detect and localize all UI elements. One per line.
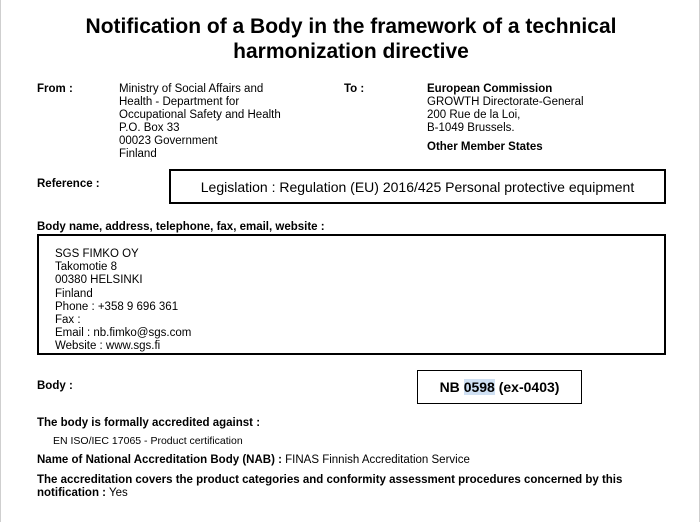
from-label: From : (37, 83, 73, 95)
nb-suffix: (ex-0403) (494, 379, 560, 395)
from-line: Health - Department for (119, 96, 240, 108)
to-label: To : (344, 83, 365, 95)
title-line-2: harmonization directive (233, 40, 469, 63)
coverage-label-line-1: The accreditation covers the product categories and conformity assessment procedures concerned by this (37, 474, 623, 486)
to-line: B-1049 Brussels. (427, 122, 515, 134)
body-details-line: Website : www.sgs.fi (55, 340, 161, 353)
reference-label: Reference : (37, 178, 100, 190)
body-details-line: Takomotie 8 (55, 261, 118, 274)
from-address (119, 83, 281, 161)
to-other: Other Member States (427, 141, 543, 153)
body-details-line: Fax : (55, 314, 81, 327)
reference-box (169, 169, 666, 204)
coverage-value: Yes (106, 487, 128, 499)
body-label: Body : (37, 380, 73, 392)
body-details-line: Finland (55, 287, 93, 300)
from-line: Ministry of Social Affairs and (119, 83, 264, 95)
body-details-line: Email : nb.fimko@sgs.com (55, 327, 192, 340)
body-details-label: Body name, address, telephone, fax, email, website : (37, 221, 325, 233)
from-line: Occupational Safety and Health (119, 109, 281, 121)
body-details-line: SGS FIMKO OY (55, 248, 139, 260)
to-address (427, 83, 584, 154)
to-name: European Commission (427, 83, 553, 95)
nab-value: FINAS Finnish Accreditation Service (281, 454, 470, 466)
to-line: 200 Rue de la Loi, (427, 109, 521, 121)
coverage-label-line-2: notification : (37, 487, 106, 499)
body-details-box (37, 234, 666, 355)
document-title (41, 14, 661, 64)
body-details-line: 00380 HELSINKI (55, 274, 143, 287)
reference-value: Legislation : Regulation (EU) 2016/425 Personal protective equipment (200, 178, 635, 195)
title-line-1: Notification of a Body in the framework of a technical (85, 15, 617, 38)
from-line: P.O. Box 33 (119, 122, 180, 134)
nb-prefix: NB (439, 379, 464, 395)
from-line: Finland (119, 148, 157, 160)
from-line: 00023 Government (119, 135, 218, 147)
nab-label: Name of National Accreditation Body (NAB) : (37, 454, 282, 466)
accreditation-standard: EN ISO/IEC 17065 - Product certification (53, 435, 243, 447)
body-details-line: Phone : +358 9 696 361 (55, 300, 179, 313)
nb-number-box (417, 370, 582, 404)
to-line: GROWTH Directorate-General (427, 96, 584, 108)
nab-line (37, 454, 470, 467)
coverage-line-2 (37, 487, 128, 500)
nb-number[interactable]: 0598 (463, 379, 495, 395)
accreditation-label: The body is formally accredited against : (37, 417, 261, 429)
